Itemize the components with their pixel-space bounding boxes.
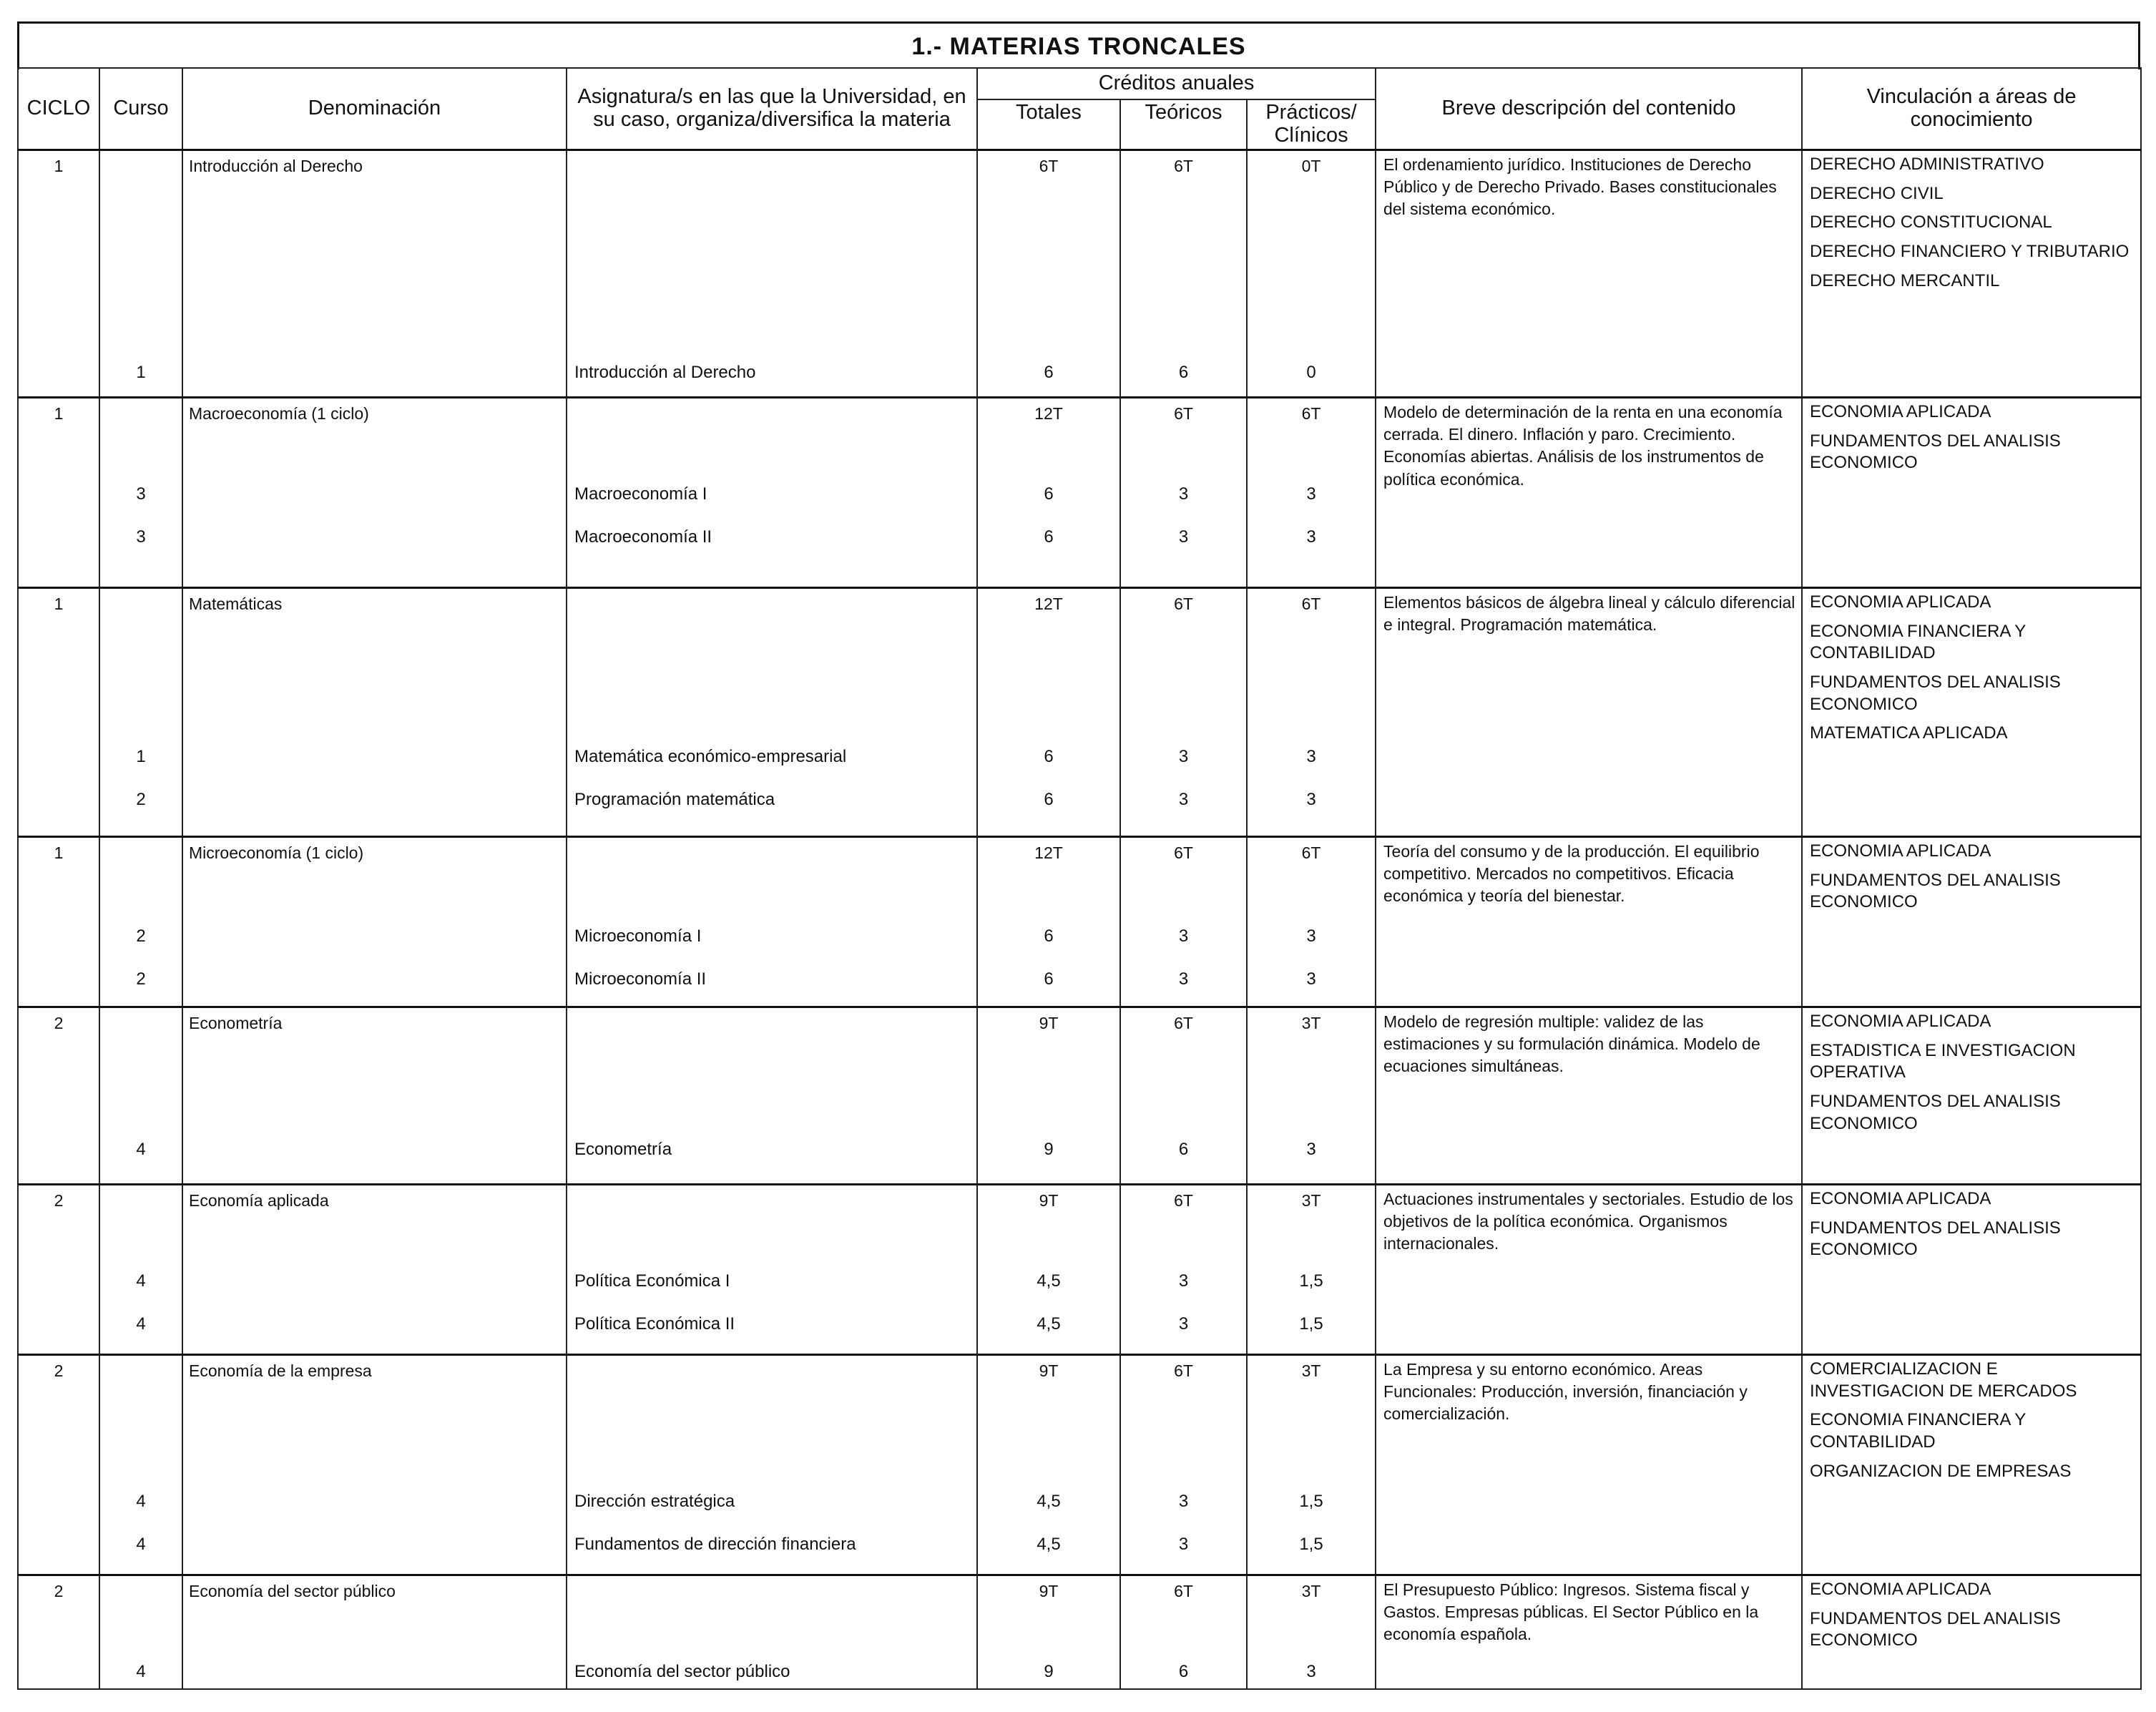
header-ciclo: CICLO <box>18 68 99 150</box>
descripcion-cell <box>1376 1354 1802 1575</box>
curso-value: 1 <box>136 746 146 766</box>
curso-cell <box>99 1354 182 1575</box>
area-item: ECONOMIA APLICADA <box>1810 1579 1991 1599</box>
practicos-value: 6T <box>1301 843 1321 862</box>
practicos-value: 3T <box>1301 1581 1321 1600</box>
asignatura-practicos: 3 <box>1306 1139 1316 1159</box>
area-item: ECONOMIA APLICADA <box>1810 1188 1991 1208</box>
header-teoricos: Teóricos <box>1120 99 1247 150</box>
ciclo-value: 1 <box>54 156 64 175</box>
vinculacion-cell <box>1802 587 2141 836</box>
totales-value: 9T <box>1039 1361 1059 1380</box>
descripcion-text: Actuaciones instrumentales y sectoriales. Estudio de los objetivos de la política económica. Organismos internacionales. <box>1383 1189 1793 1253</box>
asignatura-teoricos: 6 <box>1178 1139 1189 1159</box>
practicos-cell <box>1247 1184 1376 1354</box>
curso-value: 3 <box>136 527 146 547</box>
totales-cell <box>977 150 1120 397</box>
asignatura-name: Matemática económico-empresarial <box>574 746 847 766</box>
denominacion-value: Introducción al Derecho <box>189 156 363 175</box>
curso-value: 1 <box>136 362 146 382</box>
area-item: FUNDAMENTOS DEL ANALISIS ECONOMICO <box>1810 1218 2061 1260</box>
asignaturas-cell <box>567 1354 977 1575</box>
denominacion-cell <box>182 1354 567 1575</box>
asignatura-totales: 6 <box>1044 484 1054 504</box>
asignatura-practicos: 3 <box>1306 969 1316 989</box>
teoricos-value: 6T <box>1174 1013 1193 1032</box>
asignatura-teoricos: 3 <box>1178 1491 1189 1511</box>
vinculacion-cell <box>1802 150 2141 397</box>
area-item: ECONOMIA APLICADA <box>1810 592 1991 612</box>
curso-value: 2 <box>136 926 146 946</box>
teoricos-cell <box>1120 1575 1247 1689</box>
vinculacion-cell <box>1802 836 2141 1007</box>
practicos-value: 6T <box>1301 594 1321 613</box>
asignatura-name: Política Económica II <box>574 1314 735 1334</box>
asignatura-name: Microeconomía I <box>574 926 702 946</box>
practicos-value: 3T <box>1301 1190 1321 1210</box>
denominacion-value: Economía del sector público <box>189 1581 396 1600</box>
practicos-cell <box>1247 1575 1376 1689</box>
ciclo-cell <box>18 1575 99 1689</box>
denominacion-cell <box>182 150 567 397</box>
denominacion-cell <box>182 836 567 1007</box>
asignatura-practicos: 3 <box>1306 527 1316 547</box>
asignatura-teoricos: 3 <box>1178 746 1189 766</box>
denominacion-value: Econometría <box>189 1013 283 1032</box>
asignatura-practicos: 3 <box>1306 926 1316 946</box>
totales-value: 9T <box>1039 1190 1059 1210</box>
asignatura-name: Programación matemática <box>574 789 775 809</box>
totales-cell <box>977 1354 1120 1575</box>
asignatura-practicos: 0 <box>1306 362 1316 382</box>
teoricos-value: 6T <box>1174 1361 1193 1380</box>
totales-cell <box>977 1575 1120 1689</box>
asignatura-teoricos: 3 <box>1178 527 1189 547</box>
vinculacion-cell <box>1802 1575 2141 1689</box>
curso-value: 4 <box>136 1491 146 1511</box>
area-item: DERECHO CIVIL <box>1810 183 1944 203</box>
ciclo-cell <box>18 1184 99 1354</box>
ciclo-value: 1 <box>54 594 64 613</box>
asignatura-teoricos: 3 <box>1178 484 1189 504</box>
curso-value: 4 <box>136 1534 146 1554</box>
table-row <box>18 1007 2141 1184</box>
asignatura-totales: 6 <box>1044 789 1054 809</box>
practicos-cell <box>1247 587 1376 836</box>
ciclo-cell <box>18 836 99 1007</box>
totales-cell <box>977 836 1120 1007</box>
teoricos-value: 6T <box>1174 156 1193 175</box>
totales-value: 12T <box>1034 594 1063 613</box>
table-row <box>18 587 2141 836</box>
asignatura-teoricos: 6 <box>1178 1661 1189 1681</box>
asignatura-practicos: 1,5 <box>1299 1314 1323 1334</box>
materias-table <box>17 67 2142 1690</box>
denominacion-value: Economía aplicada <box>189 1190 329 1210</box>
area-item: ESTADISTICA E INVESTIGACION OPERATIVA <box>1810 1040 2076 1082</box>
table-row <box>18 1354 2141 1575</box>
asignaturas-cell <box>567 1184 977 1354</box>
materias-body <box>18 150 2141 1689</box>
ciclo-cell <box>18 150 99 397</box>
vinculacion-cell <box>1802 1184 2141 1354</box>
area-item: ORGANIZACION DE EMPRESAS <box>1810 1461 2072 1481</box>
practicos-value: 3T <box>1301 1013 1321 1032</box>
header-practicos: Prácticos/ Clínicos <box>1247 99 1376 150</box>
asignatura-practicos: 1,5 <box>1299 1534 1323 1554</box>
ciclo-value: 2 <box>54 1581 64 1600</box>
area-item: DERECHO ADMINISTRATIVO <box>1810 154 2044 174</box>
descripcion-cell <box>1376 150 1802 397</box>
descripcion-text: Modelo de regresión multiple: validez de las estimaciones y su formulación dinámica. Modelo de ecuaciones simultáneas. <box>1383 1012 1760 1076</box>
asignatura-totales: 4,5 <box>1037 1491 1061 1511</box>
asignaturas-cell <box>567 836 977 1007</box>
descripcion-text: El Presupuesto Público: Ingresos. Sistema fiscal y Gastos. Empresas públicas. El Sector Público en la economía española. <box>1383 1580 1759 1644</box>
asignatura-name: Macroeconomía II <box>574 527 712 547</box>
header-vinculacion: Vinculación a áreas de conocimiento <box>1802 68 2141 150</box>
table-row <box>18 150 2141 397</box>
asignatura-teoricos: 3 <box>1178 1314 1189 1334</box>
denominacion-cell <box>182 1575 567 1689</box>
denominacion-value: Matemáticas <box>189 594 283 613</box>
totales-cell <box>977 587 1120 836</box>
asignatura-totales: 6 <box>1044 362 1054 382</box>
totales-cell <box>977 1184 1120 1354</box>
asignatura-teoricos: 3 <box>1178 926 1189 946</box>
denominacion-value: Macroeconomía (1 ciclo) <box>189 403 369 423</box>
curso-value: 4 <box>136 1661 146 1681</box>
asignaturas-cell <box>567 150 977 397</box>
asignatura-name: Dirección estratégica <box>574 1491 735 1511</box>
denominacion-cell <box>182 1007 567 1184</box>
practicos-cell <box>1247 836 1376 1007</box>
practicos-value: 6T <box>1301 403 1321 423</box>
teoricos-cell <box>1120 397 1247 587</box>
practicos-cell <box>1247 1007 1376 1184</box>
denominacion-value: Microeconomía (1 ciclo) <box>189 843 364 862</box>
asignatura-teoricos: 3 <box>1178 789 1189 809</box>
table-row <box>18 836 2141 1007</box>
area-item: ECONOMIA FINANCIERA Y CONTABILIDAD <box>1810 1410 2026 1452</box>
practicos-value: 0T <box>1301 156 1321 175</box>
teoricos-value: 6T <box>1174 1581 1193 1600</box>
header-curso: Curso <box>99 68 182 150</box>
teoricos-cell <box>1120 1184 1247 1354</box>
teoricos-value: 6T <box>1174 843 1193 862</box>
asignatura-name: Econometría <box>574 1139 672 1159</box>
asignatura-totales: 4,5 <box>1037 1314 1061 1334</box>
totales-value: 9T <box>1039 1013 1059 1032</box>
asignatura-teoricos: 3 <box>1178 969 1189 989</box>
asignatura-totales: 6 <box>1044 969 1054 989</box>
descripcion-text: La Empresa y su entorno económico. Areas Funcionales: Producción, inversión, financiación y comercialización. <box>1383 1359 1748 1424</box>
asignatura-totales: 4,5 <box>1037 1534 1061 1554</box>
teoricos-value: 6T <box>1174 594 1193 613</box>
practicos-cell <box>1247 1354 1376 1575</box>
header-asignaturas: Asignatura/s en las que la Universidad, en su caso, organiza/diversifica la materia <box>567 68 977 150</box>
denominacion-cell <box>182 587 567 836</box>
descripcion-cell <box>1376 397 1802 587</box>
teoricos-cell <box>1120 150 1247 397</box>
asignatura-name: Microeconomía II <box>574 969 707 989</box>
asignatura-name: Fundamentos de dirección financiera <box>574 1534 856 1554</box>
ciclo-value: 1 <box>54 843 64 862</box>
totales-cell <box>977 397 1120 587</box>
area-item: FUNDAMENTOS DEL ANALISIS ECONOMICO <box>1810 672 2061 714</box>
area-item: COMERCIALIZACION E INVESTIGACION DE MERCADOS <box>1810 1359 2077 1401</box>
ciclo-cell <box>18 1007 99 1184</box>
asignatura-teoricos: 3 <box>1178 1271 1189 1291</box>
title-bar <box>17 21 2140 69</box>
asignatura-name: Introducción al Derecho <box>574 362 756 382</box>
area-item: DERECHO CONSTITUCIONAL <box>1810 212 2052 233</box>
ciclo-value: 2 <box>54 1190 64 1210</box>
asignatura-teoricos: 6 <box>1178 362 1189 382</box>
teoricos-value: 6T <box>1174 1190 1193 1210</box>
totales-value: 6T <box>1039 156 1059 175</box>
asignatura-name: Macroeconomía I <box>574 484 707 504</box>
area-item: ECONOMIA APLICADA <box>1810 841 1991 861</box>
ciclo-cell <box>18 587 99 836</box>
practicos-cell <box>1247 150 1376 397</box>
teoricos-value: 6T <box>1174 403 1193 423</box>
descripcion-text: Modelo de determinación de la renta en una economía cerrada. El dinero. Inflación y paro. Crecimiento. Economías abiertas. Análisis de los instrumentos de política económica. <box>1383 402 1783 489</box>
asignatura-practicos: 1,5 <box>1299 1271 1323 1291</box>
area-item: FUNDAMENTOS DEL ANALISIS ECONOMICO <box>1810 870 2061 912</box>
area-item: ECONOMIA APLICADA <box>1810 401 1991 421</box>
table-row <box>18 397 2141 587</box>
descripcion-text: Teoría del consumo y de la producción. El equilibrio competitivo. Mercados no competitivos. Eficacia económica y teoría del bienestar. <box>1383 841 1760 906</box>
descripcion-text: El ordenamiento jurídico. Instituciones de Derecho Público y de Derecho Privado. Bases constitucionales del sistema económico. <box>1383 155 1777 219</box>
area-item: ECONOMIA APLICADA <box>1810 1011 1991 1031</box>
totales-value: 12T <box>1034 843 1063 862</box>
descripcion-cell <box>1376 836 1802 1007</box>
asignatura-name: Economía del sector público <box>574 1661 790 1681</box>
descripcion-text: Elementos básicos de álgebra lineal y cálculo diferencial e integral. Programación matemática. <box>1383 592 1795 635</box>
teoricos-cell <box>1120 1007 1247 1184</box>
descripcion-cell <box>1376 587 1802 836</box>
asignatura-totales: 6 <box>1044 527 1054 547</box>
curso-cell <box>99 1575 182 1689</box>
header-totales: Totales <box>977 99 1120 150</box>
vinculacion-cell <box>1802 397 2141 587</box>
curso-cell <box>99 1184 182 1354</box>
area-item: DERECHO FINANCIERO Y TRIBUTARIO <box>1810 241 2130 261</box>
document-title: 1.- MATERIAS TRONCALES <box>911 32 1246 60</box>
area-item: FUNDAMENTOS DEL ANALISIS ECONOMICO <box>1810 1608 2061 1650</box>
curso-value: 4 <box>136 1139 146 1159</box>
descripcion-cell <box>1376 1184 1802 1354</box>
curso-value: 2 <box>136 789 146 809</box>
descripcion-cell <box>1376 1575 1802 1689</box>
curso-cell <box>99 397 182 587</box>
descripcion-cell <box>1376 1007 1802 1184</box>
area-item: DERECHO MERCANTIL <box>1810 270 2000 290</box>
ciclo-value: 1 <box>54 403 64 423</box>
asignatura-name: Política Económica I <box>574 1271 730 1291</box>
asignatura-practicos: 3 <box>1306 746 1316 766</box>
teoricos-cell <box>1120 1354 1247 1575</box>
asignatura-totales: 9 <box>1044 1139 1054 1159</box>
asignatura-practicos: 1,5 <box>1299 1491 1323 1511</box>
vinculacion-cell <box>1802 1354 2141 1575</box>
header-descripcion: Breve descripción del contenido <box>1376 68 1802 150</box>
ciclo-cell <box>18 397 99 587</box>
denominacion-value: Economía de la empresa <box>189 1361 372 1380</box>
asignatura-teoricos: 3 <box>1178 1534 1189 1554</box>
curso-cell <box>99 587 182 836</box>
asignatura-practicos: 3 <box>1306 484 1316 504</box>
table-row <box>18 1575 2141 1689</box>
asignaturas-cell <box>567 397 977 587</box>
practicos-cell <box>1247 397 1376 587</box>
totales-value: 9T <box>1039 1581 1059 1600</box>
curso-value: 3 <box>136 484 146 504</box>
curso-value: 4 <box>136 1314 146 1334</box>
asignaturas-cell <box>567 1007 977 1184</box>
curso-cell <box>99 836 182 1007</box>
asignaturas-cell <box>567 587 977 836</box>
practicos-value: 3T <box>1301 1361 1321 1380</box>
asignatura-practicos: 3 <box>1306 1661 1316 1681</box>
asignatura-totales: 6 <box>1044 746 1054 766</box>
asignatura-practicos: 3 <box>1306 789 1316 809</box>
teoricos-cell <box>1120 587 1247 836</box>
totales-value: 12T <box>1034 403 1063 423</box>
ciclo-value: 2 <box>54 1013 64 1032</box>
denominacion-cell <box>182 397 567 587</box>
curso-value: 4 <box>136 1271 146 1291</box>
vinculacion-cell <box>1802 1007 2141 1184</box>
area-item: FUNDAMENTOS DEL ANALISIS ECONOMICO <box>1810 431 2061 473</box>
header-creditos: Créditos anuales <box>977 68 1376 99</box>
curso-cell <box>99 1007 182 1184</box>
header-denominacion: Denominación <box>182 68 567 150</box>
curso-cell <box>99 150 182 397</box>
asignatura-totales: 4,5 <box>1037 1271 1061 1291</box>
teoricos-cell <box>1120 836 1247 1007</box>
curso-value: 2 <box>136 969 146 989</box>
area-item: MATEMATICA APLICADA <box>1810 723 2008 743</box>
asignatura-totales: 9 <box>1044 1661 1054 1681</box>
table-row <box>18 1184 2141 1354</box>
area-item: FUNDAMENTOS DEL ANALISIS ECONOMICO <box>1810 1091 2061 1133</box>
denominacion-cell <box>182 1184 567 1354</box>
asignatura-totales: 6 <box>1044 926 1054 946</box>
ciclo-value: 2 <box>54 1361 64 1380</box>
area-item: ECONOMIA FINANCIERA Y CONTABILIDAD <box>1810 621 2026 663</box>
totales-cell <box>977 1007 1120 1184</box>
asignaturas-cell <box>567 1575 977 1689</box>
ciclo-cell <box>18 1354 99 1575</box>
